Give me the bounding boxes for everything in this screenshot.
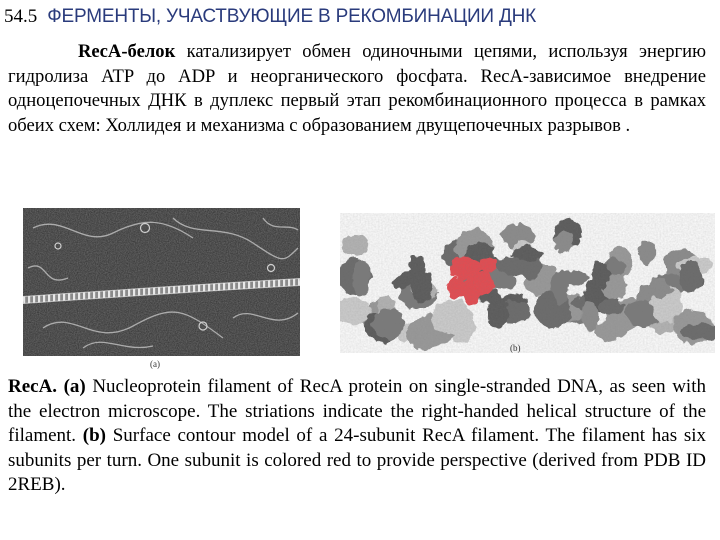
caption-text-a: Nucleoprotein filament of RecA protein on single-stranded DNA, as seen with the electron microscope. The striations indicate the right-handed helical structure of the filament.: [8, 376, 706, 446]
caption-title: RecA.: [8, 376, 58, 397]
slide-title: ФЕРМЕНТЫ, УЧАСТВУЮЩИЕ В РЕКОМБИНАЦИИ ДНК: [47, 6, 537, 27]
section-number: 54.5: [4, 6, 38, 27]
filament-model-drawing: [340, 213, 715, 353]
figure-label-b: (b): [510, 343, 521, 353]
micrograph-drawing: [23, 208, 300, 356]
electron-micrograph-image: [23, 208, 300, 356]
caption-text-b: Surface contour model of a 24-subunit RecA filament. The filament has six subunits per turn. One subunit is colored red to provide perspective (derived from PDB ID 2REB).: [8, 425, 706, 495]
surface-model-image: [340, 213, 715, 353]
figure-caption: [8, 375, 706, 498]
caption-label-b: (b): [82, 425, 107, 446]
caption-label-a: (a): [63, 376, 86, 397]
intro-paragraph: [8, 40, 706, 138]
figure-label-a: (a): [150, 359, 160, 369]
intro-bold-term: RecA-белок: [78, 41, 176, 62]
slide-heading: [4, 6, 716, 30]
intro-text: катализирует обмен одиночными цепями, используя энергию гидролиза ATP до ADP и неорганического фосфата. RecA-зависимое внедрение одноцепочечных ДНК в дуплекс первый этап рекомбинационного процесса в рамках обеих схем: Холлидея и механизма с образованием двущепочечных разрывов .: [8, 41, 706, 136]
